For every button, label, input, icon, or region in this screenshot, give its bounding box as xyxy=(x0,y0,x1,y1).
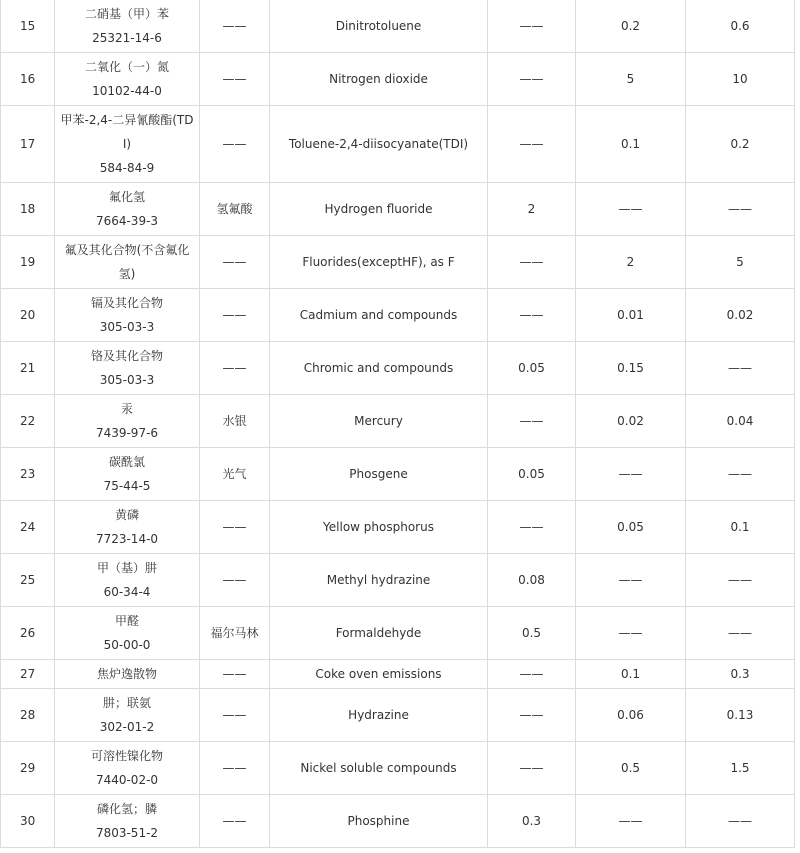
alias-name-cell: —— xyxy=(200,106,270,183)
stel-value-cell: 0.02 xyxy=(686,289,795,342)
stel-value-cell: 0.6 xyxy=(686,0,795,53)
alias-name-cell: —— xyxy=(200,554,270,607)
cas-number: 302-01-2 xyxy=(99,720,155,734)
table-row xyxy=(1,0,795,53)
chinese-name-cas-cell xyxy=(55,395,200,448)
chinese-name-cas-cell xyxy=(55,742,200,795)
twa-value-cell: 0.2 xyxy=(576,0,686,53)
alias-name-cell: —— xyxy=(200,501,270,554)
alias-name-cell: —— xyxy=(200,689,270,742)
twa-value-cell: —— xyxy=(576,448,686,501)
english-name-cell: Nitrogen dioxide xyxy=(270,53,488,106)
stel-value-cell: —— xyxy=(686,554,795,607)
twa-value-cell: 0.5 xyxy=(576,742,686,795)
mac-value-cell: —— xyxy=(488,236,576,289)
cas-number: 305-03-3 xyxy=(99,373,155,387)
mac-value-cell: 0.05 xyxy=(488,448,576,501)
alias-name-cell: —— xyxy=(200,53,270,106)
chinese-name-line: 肼；联氨 xyxy=(102,696,151,710)
chinese-name-line: 汞 xyxy=(120,402,133,416)
table-row xyxy=(1,689,795,742)
stel-value-cell: 0.04 xyxy=(686,395,795,448)
english-name-cell: Yellow phosphorus xyxy=(270,501,488,554)
row-number-cell: 30 xyxy=(1,795,55,848)
english-name-cell: Cadmium and compounds xyxy=(270,289,488,342)
twa-value-cell: 2 xyxy=(576,236,686,289)
table-row xyxy=(1,289,795,342)
stel-value-cell: 0.1 xyxy=(686,501,795,554)
mac-value-cell: —— xyxy=(488,0,576,53)
chinese-name-cas-cell xyxy=(55,106,200,183)
cas-number: 7439-97-6 xyxy=(95,426,159,440)
twa-value-cell: —— xyxy=(576,554,686,607)
table-row xyxy=(1,660,795,689)
cas-number: 7664-39-3 xyxy=(95,214,159,228)
stel-value-cell: —— xyxy=(686,183,795,236)
cas-number: 25321-14-6 xyxy=(92,31,162,45)
chinese-name-cas-cell xyxy=(55,0,200,53)
alias-name-cell: —— xyxy=(200,236,270,289)
twa-value-cell: —— xyxy=(576,607,686,660)
chinese-name-cas-cell xyxy=(55,183,200,236)
twa-value-cell: 0.1 xyxy=(576,660,686,689)
table-row xyxy=(1,501,795,554)
twa-value-cell: 5 xyxy=(576,53,686,106)
table-row xyxy=(1,183,795,236)
english-name-cell: Hydrazine xyxy=(270,689,488,742)
chinese-name-line: I) xyxy=(122,137,132,151)
stel-value-cell: 1.5 xyxy=(686,742,795,795)
chinese-name-line: 氟化氢 xyxy=(108,190,145,204)
cas-number: 584-84-9 xyxy=(99,161,155,175)
chinese-name-cas-cell xyxy=(55,607,200,660)
row-number-cell: 17 xyxy=(1,106,55,183)
alias-name-cell: 氢氟酸 xyxy=(200,183,270,236)
english-name-cell: Coke oven emissions xyxy=(270,660,488,689)
row-number-cell: 26 xyxy=(1,607,55,660)
row-number-cell: 22 xyxy=(1,395,55,448)
mac-value-cell: 0.05 xyxy=(488,342,576,395)
english-name-cell: Nickel soluble compounds xyxy=(270,742,488,795)
alias-name-cell: 光气 xyxy=(200,448,270,501)
english-name-cell: Chromic and compounds xyxy=(270,342,488,395)
stel-value-cell: —— xyxy=(686,607,795,660)
chinese-name-cas-cell xyxy=(55,501,200,554)
mac-value-cell: —— xyxy=(488,689,576,742)
mac-value-cell: 0.5 xyxy=(488,607,576,660)
twa-value-cell: 0.15 xyxy=(576,342,686,395)
english-name-cell: Hydrogen fluoride xyxy=(270,183,488,236)
alias-name-cell: —— xyxy=(200,742,270,795)
row-number-cell: 25 xyxy=(1,554,55,607)
row-number-cell: 23 xyxy=(1,448,55,501)
stel-value-cell: —— xyxy=(686,342,795,395)
english-name-cell: Dinitrotoluene xyxy=(270,0,488,53)
alias-name-cell: —— xyxy=(200,660,270,689)
mac-value-cell: 0.3 xyxy=(488,795,576,848)
alias-name-cell: —— xyxy=(200,289,270,342)
english-name-cell: Methyl hydrazine xyxy=(270,554,488,607)
alias-name-cell: —— xyxy=(200,795,270,848)
stel-value-cell: 5 xyxy=(686,236,795,289)
chinese-name-cas-cell xyxy=(55,554,200,607)
chinese-name-cas-cell xyxy=(55,289,200,342)
english-name-cell: Phosgene xyxy=(270,448,488,501)
chinese-name-line: 黄磷 xyxy=(114,508,139,522)
chinese-name-cas-cell xyxy=(55,689,200,742)
row-number-cell: 15 xyxy=(1,0,55,53)
alias-name-cell: 福尔马林 xyxy=(200,607,270,660)
english-name-cell: Formaldehyde xyxy=(270,607,488,660)
chinese-name-line: 甲苯-2,4-二异氰酸酯(TD xyxy=(60,113,194,127)
table-row xyxy=(1,554,795,607)
chinese-name-line: 二氧化（一）氮 xyxy=(84,60,169,74)
twa-value-cell: —— xyxy=(576,183,686,236)
mac-value-cell: —— xyxy=(488,742,576,795)
english-name-cell: Toluene-2,4-diisocyanate(TDI) xyxy=(270,106,488,183)
cas-number: 60-34-4 xyxy=(103,585,151,599)
row-number-cell: 28 xyxy=(1,689,55,742)
mac-value-cell: —— xyxy=(488,106,576,183)
chinese-name-line: 磷化氢；膦 xyxy=(96,802,157,816)
row-number-cell: 27 xyxy=(1,660,55,689)
twa-value-cell: 0.1 xyxy=(576,106,686,183)
cas-number: 7723-14-0 xyxy=(95,532,159,546)
stel-value-cell: —— xyxy=(686,448,795,501)
table-row xyxy=(1,342,795,395)
table-body xyxy=(1,0,795,848)
chinese-name-cas-cell xyxy=(55,342,200,395)
cas-number: 75-44-5 xyxy=(103,479,151,493)
twa-value-cell: 0.06 xyxy=(576,689,686,742)
chinese-name-line: 氢) xyxy=(118,267,136,281)
table-row xyxy=(1,395,795,448)
chinese-name-cas-cell xyxy=(55,660,200,689)
mac-value-cell: —— xyxy=(488,53,576,106)
table-row xyxy=(1,607,795,660)
english-name-cell: Phosphine xyxy=(270,795,488,848)
mac-value-cell: —— xyxy=(488,660,576,689)
table-row xyxy=(1,236,795,289)
chinese-name-cas-cell xyxy=(55,53,200,106)
twa-value-cell: 0.01 xyxy=(576,289,686,342)
table-row xyxy=(1,53,795,106)
table-row xyxy=(1,795,795,848)
twa-value-cell: 0.02 xyxy=(576,395,686,448)
english-name-cell: Mercury xyxy=(270,395,488,448)
chinese-name-line: 可溶性镍化物 xyxy=(90,749,163,763)
chinese-name-cas-cell xyxy=(55,448,200,501)
mac-value-cell: —— xyxy=(488,395,576,448)
chinese-name-line: 碳酰氯 xyxy=(108,455,145,469)
cas-number: 50-00-0 xyxy=(103,638,151,652)
chinese-name-line: 镉及其化合物 xyxy=(90,296,163,310)
table-row xyxy=(1,448,795,501)
chinese-name-line: 二硝基（甲）苯 xyxy=(84,7,169,21)
chinese-name-line: 甲醛 xyxy=(114,614,139,628)
alias-name-cell: —— xyxy=(200,342,270,395)
alias-name-cell: 水银 xyxy=(200,395,270,448)
mac-value-cell: —— xyxy=(488,289,576,342)
chinese-name-line: 焦炉逸散物 xyxy=(96,667,157,681)
row-number-cell: 16 xyxy=(1,53,55,106)
stel-value-cell: 0.3 xyxy=(686,660,795,689)
row-number-cell: 29 xyxy=(1,742,55,795)
mac-value-cell: 0.08 xyxy=(488,554,576,607)
stel-value-cell: 0.13 xyxy=(686,689,795,742)
chinese-name-cas-cell xyxy=(55,236,200,289)
row-number-cell: 20 xyxy=(1,289,55,342)
row-number-cell: 21 xyxy=(1,342,55,395)
twa-value-cell: 0.05 xyxy=(576,501,686,554)
chinese-name-line: 氟及其化合物(不含氟化 xyxy=(64,243,190,257)
cas-number: 7803-51-2 xyxy=(95,826,159,840)
row-number-cell: 18 xyxy=(1,183,55,236)
stel-value-cell: —— xyxy=(686,795,795,848)
stel-value-cell: 0.2 xyxy=(686,106,795,183)
mac-value-cell: 2 xyxy=(488,183,576,236)
twa-value-cell: —— xyxy=(576,795,686,848)
chinese-name-cas-cell xyxy=(55,795,200,848)
cas-number: 10102-44-0 xyxy=(92,84,162,98)
row-number-cell: 19 xyxy=(1,236,55,289)
stel-value-cell: 10 xyxy=(686,53,795,106)
table-row xyxy=(1,742,795,795)
row-number-cell: 24 xyxy=(1,501,55,554)
alias-name-cell: —— xyxy=(200,0,270,53)
chinese-name-line: 铬及其化合物 xyxy=(90,349,163,363)
cas-number: 7440-02-0 xyxy=(95,773,159,787)
mac-value-cell: —— xyxy=(488,501,576,554)
cas-number: 305-03-3 xyxy=(99,320,155,334)
chinese-name-line: 甲（基）肼 xyxy=(96,561,157,575)
table-row xyxy=(1,106,795,183)
english-name-cell: Fluorides(exceptHF), as F xyxy=(270,236,488,289)
